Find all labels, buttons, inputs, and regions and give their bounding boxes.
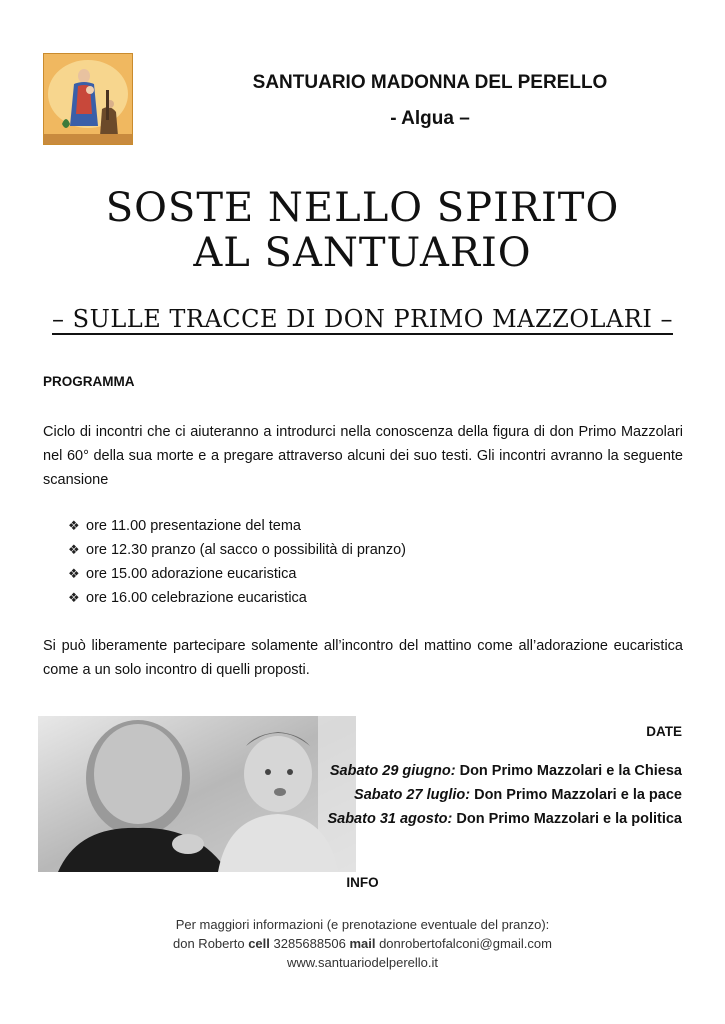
info-line: Per maggiori informazioni (e prenotazione eventuale del pranzo): — [175, 917, 550, 932]
schedule-item: ❖ ore 16.00 celebrazione eucaristica — [68, 586, 406, 610]
dates-heading: DATE — [646, 724, 682, 739]
date-row: Sabato 29 giugno: Don Primo Mazzolari e la Chiesa — [329, 763, 682, 779]
phone-number[interactable]: 3285688506 — [273, 936, 346, 951]
contact-line: don Roberto cell 3285688506 mail donrobertofalconi@gmail.com — [173, 936, 552, 951]
program-intro: Ciclo di incontri che ci aiuteranno a introdurci nella conoscenza della figura di don Primo Mazzolari nel 60° della sua morte e a pregare attraverso alcuni dei suo testi. Gli incontri avranno la seguente scansione — [43, 424, 683, 488]
subtitle: – SULLE TRACCE DI DON PRIMO MAZZOLARI – — [52, 305, 673, 333]
program-heading: PROGRAMMA — [43, 374, 135, 389]
diamond-bullet-icon: ❖ — [68, 590, 80, 605]
schedule-item: ❖ ore 15.00 adorazione eucaristica — [68, 562, 406, 586]
website-link[interactable]: www.santuariodelperello.it — [286, 955, 439, 970]
date-row: Sabato 27 luglio: Don Primo Mazzolari e la pace — [354, 787, 682, 803]
diamond-bullet-icon: ❖ — [68, 518, 80, 533]
info-heading: INFO — [346, 875, 379, 890]
main-title-line2: AL SANTUARIO — [193, 230, 532, 276]
participation-note: Si può liberamente partecipare solamente all’incontro del mattino come all’adorazione eucaristica come a un solo incontro di quelli proposti. — [43, 638, 683, 678]
email-link[interactable]: donrobertofalconi@gmail.com — [379, 936, 552, 951]
dates-section — [262, 724, 682, 831]
diamond-bullet-icon: ❖ — [68, 542, 80, 557]
main-title-line1: SOSTE NELLO SPIRITO — [105, 185, 620, 231]
schedule-item: ❖ ore 11.00 presentazione del tema — [68, 514, 406, 538]
schedule-item: ❖ ore 12.30 pranzo (al sacco o possibilità di pranzo) — [68, 538, 406, 562]
location-label: - Algua – — [390, 108, 470, 129]
date-row: Sabato 31 agosto: Don Primo Mazzolari e la politica — [327, 811, 682, 827]
sanctuary-name: SANTUARIO MADONNA DEL PERELLO — [252, 72, 608, 93]
sanctuary-logo — [43, 53, 133, 145]
diamond-bullet-icon: ❖ — [68, 566, 80, 581]
madonna-image — [44, 54, 132, 144]
schedule-list — [68, 514, 406, 610]
contact-block — [0, 915, 725, 972]
